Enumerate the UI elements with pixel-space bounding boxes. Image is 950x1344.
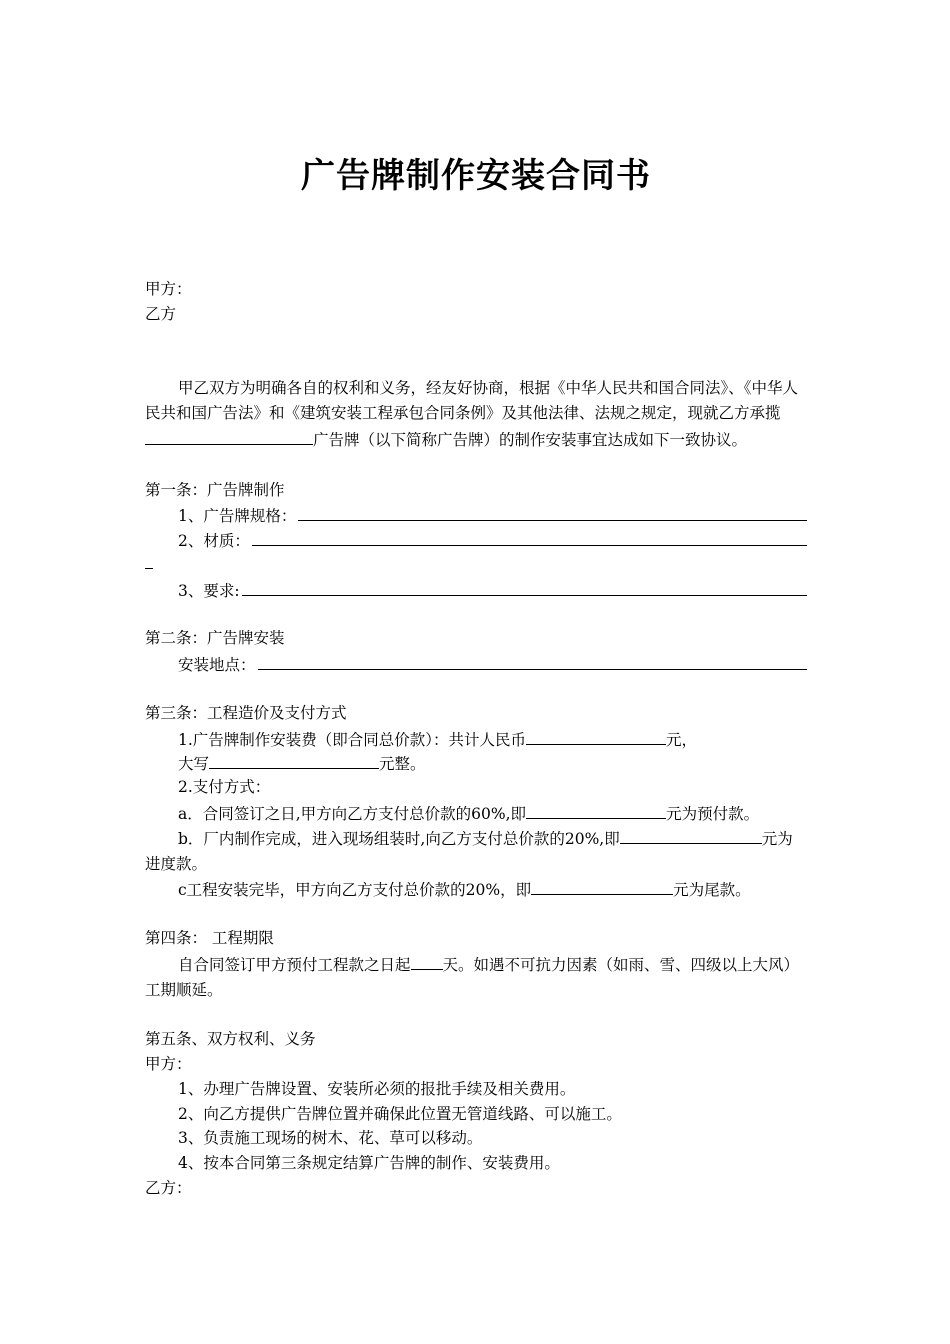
fee-line: [145, 726, 807, 751]
payment-c-line: [145, 876, 807, 901]
location-blank[interactable]: [258, 651, 807, 670]
spec-line: [145, 502, 807, 527]
fee-label: 1.广告牌制作安装费（即合同总价款）：共计人民币: [178, 730, 527, 749]
payment-c-suffix: 元为尾款。: [673, 881, 751, 900]
party-a-label: 甲方：: [145, 280, 192, 298]
payment-b-text: b．厂内制作完成，进入现场组装时,向乙方支付总价款的20%,即: [178, 829, 620, 848]
payment-b-suffix: 元为进度款。: [145, 829, 793, 873]
material-blank-continuation: [145, 552, 807, 577]
location-line: [145, 651, 807, 676]
party-a-duty-4: 4、按本合同第三条规定结算广告牌的制作、安装费用。: [178, 1154, 560, 1173]
payment-a-text: a．合同签订之日,甲方向乙方支付总价款的60%,即: [178, 804, 527, 823]
material-blank[interactable]: [252, 527, 807, 546]
payment-method-label: 2.支付方式：: [178, 778, 271, 797]
duration-paragraph: [145, 951, 807, 1003]
requirement-blank[interactable]: [242, 577, 807, 596]
payment-b-paragraph: [145, 825, 807, 877]
article5-party-b: 乙方：: [145, 1178, 192, 1197]
payment-a-suffix: 元为预付款。: [666, 804, 760, 823]
document-title: 广告牌制作安装合同书: [301, 156, 651, 196]
article2-heading: 第二条：广告牌安装: [145, 629, 285, 648]
caps-line: [145, 750, 807, 775]
material-label: 2、材质：: [178, 532, 250, 551]
party-a-duty-1: 1、办理广告牌设置、安装所必须的报批手续及相关费用。: [178, 1079, 576, 1098]
duration-text-1: 自合同签订甲方预付工程款之日起: [178, 955, 411, 974]
material-blank-stub: [145, 554, 153, 569]
payment-c-blank[interactable]: [531, 876, 673, 895]
fee-amount-blank[interactable]: [526, 726, 666, 745]
spec-blank[interactable]: [298, 502, 807, 521]
requirement-label: 3、要求:: [178, 581, 240, 600]
payment-a-line: [145, 800, 807, 825]
duration-days-blank[interactable]: [411, 951, 443, 970]
intro-paragraph: [145, 376, 807, 452]
spec-label: 1、广告牌规格：: [178, 507, 297, 526]
fee-unit: 元，: [666, 730, 698, 749]
article1-heading: 第一条：广告牌制作: [145, 480, 285, 499]
article5-party-a: 甲方：: [145, 1054, 192, 1073]
party-b-label: 乙方: [145, 304, 177, 323]
requirement-line: [145, 577, 807, 602]
material-line: [145, 527, 807, 552]
caps-label: 大写: [178, 755, 210, 774]
location-label: 安装地点：: [178, 656, 256, 675]
intro-text-1: 甲乙双方为明确各自的权利和义务，经友好协商，根据《中华人民共和国合同法》、《中华人民共和国广告法》和《建筑安装工程承包合同条例》及其他法律、法规之规定，现就乙方承揽: [145, 379, 799, 423]
project-name-blank[interactable]: [145, 426, 313, 445]
payment-a-blank[interactable]: [526, 800, 666, 819]
caps-amount-blank[interactable]: [209, 750, 379, 769]
article4-heading: 第四条： 工程期限: [145, 928, 274, 947]
article3-heading: 第三条：工程造价及支付方式: [145, 703, 347, 722]
article5-heading: 第五条、双方权利、义务: [145, 1030, 316, 1049]
intro-text-2: 广告牌（以下简称广告牌）的制作安装事宜达成如下一致协议。: [313, 430, 748, 449]
party-a-duty-3: 3、负责施工现场的树木、花、草可以移动。: [178, 1129, 483, 1148]
payment-c-text: c工程安装完毕，甲方向乙方支付总价款的20%，即: [178, 881, 532, 900]
payment-b-blank[interactable]: [620, 825, 762, 844]
caps-unit: 元整。: [379, 755, 426, 774]
party-a-duty-2: 2、向乙方提供广告牌位置并确保此位置无管道线路、可以施工。: [178, 1104, 622, 1123]
document-page: [145, 0, 807, 1344]
duration-text-2: 天。如遇不可抗力因素（如雨、雪、四级以上大风）工期顺延。: [145, 955, 800, 999]
document-body: [145, 277, 807, 1201]
